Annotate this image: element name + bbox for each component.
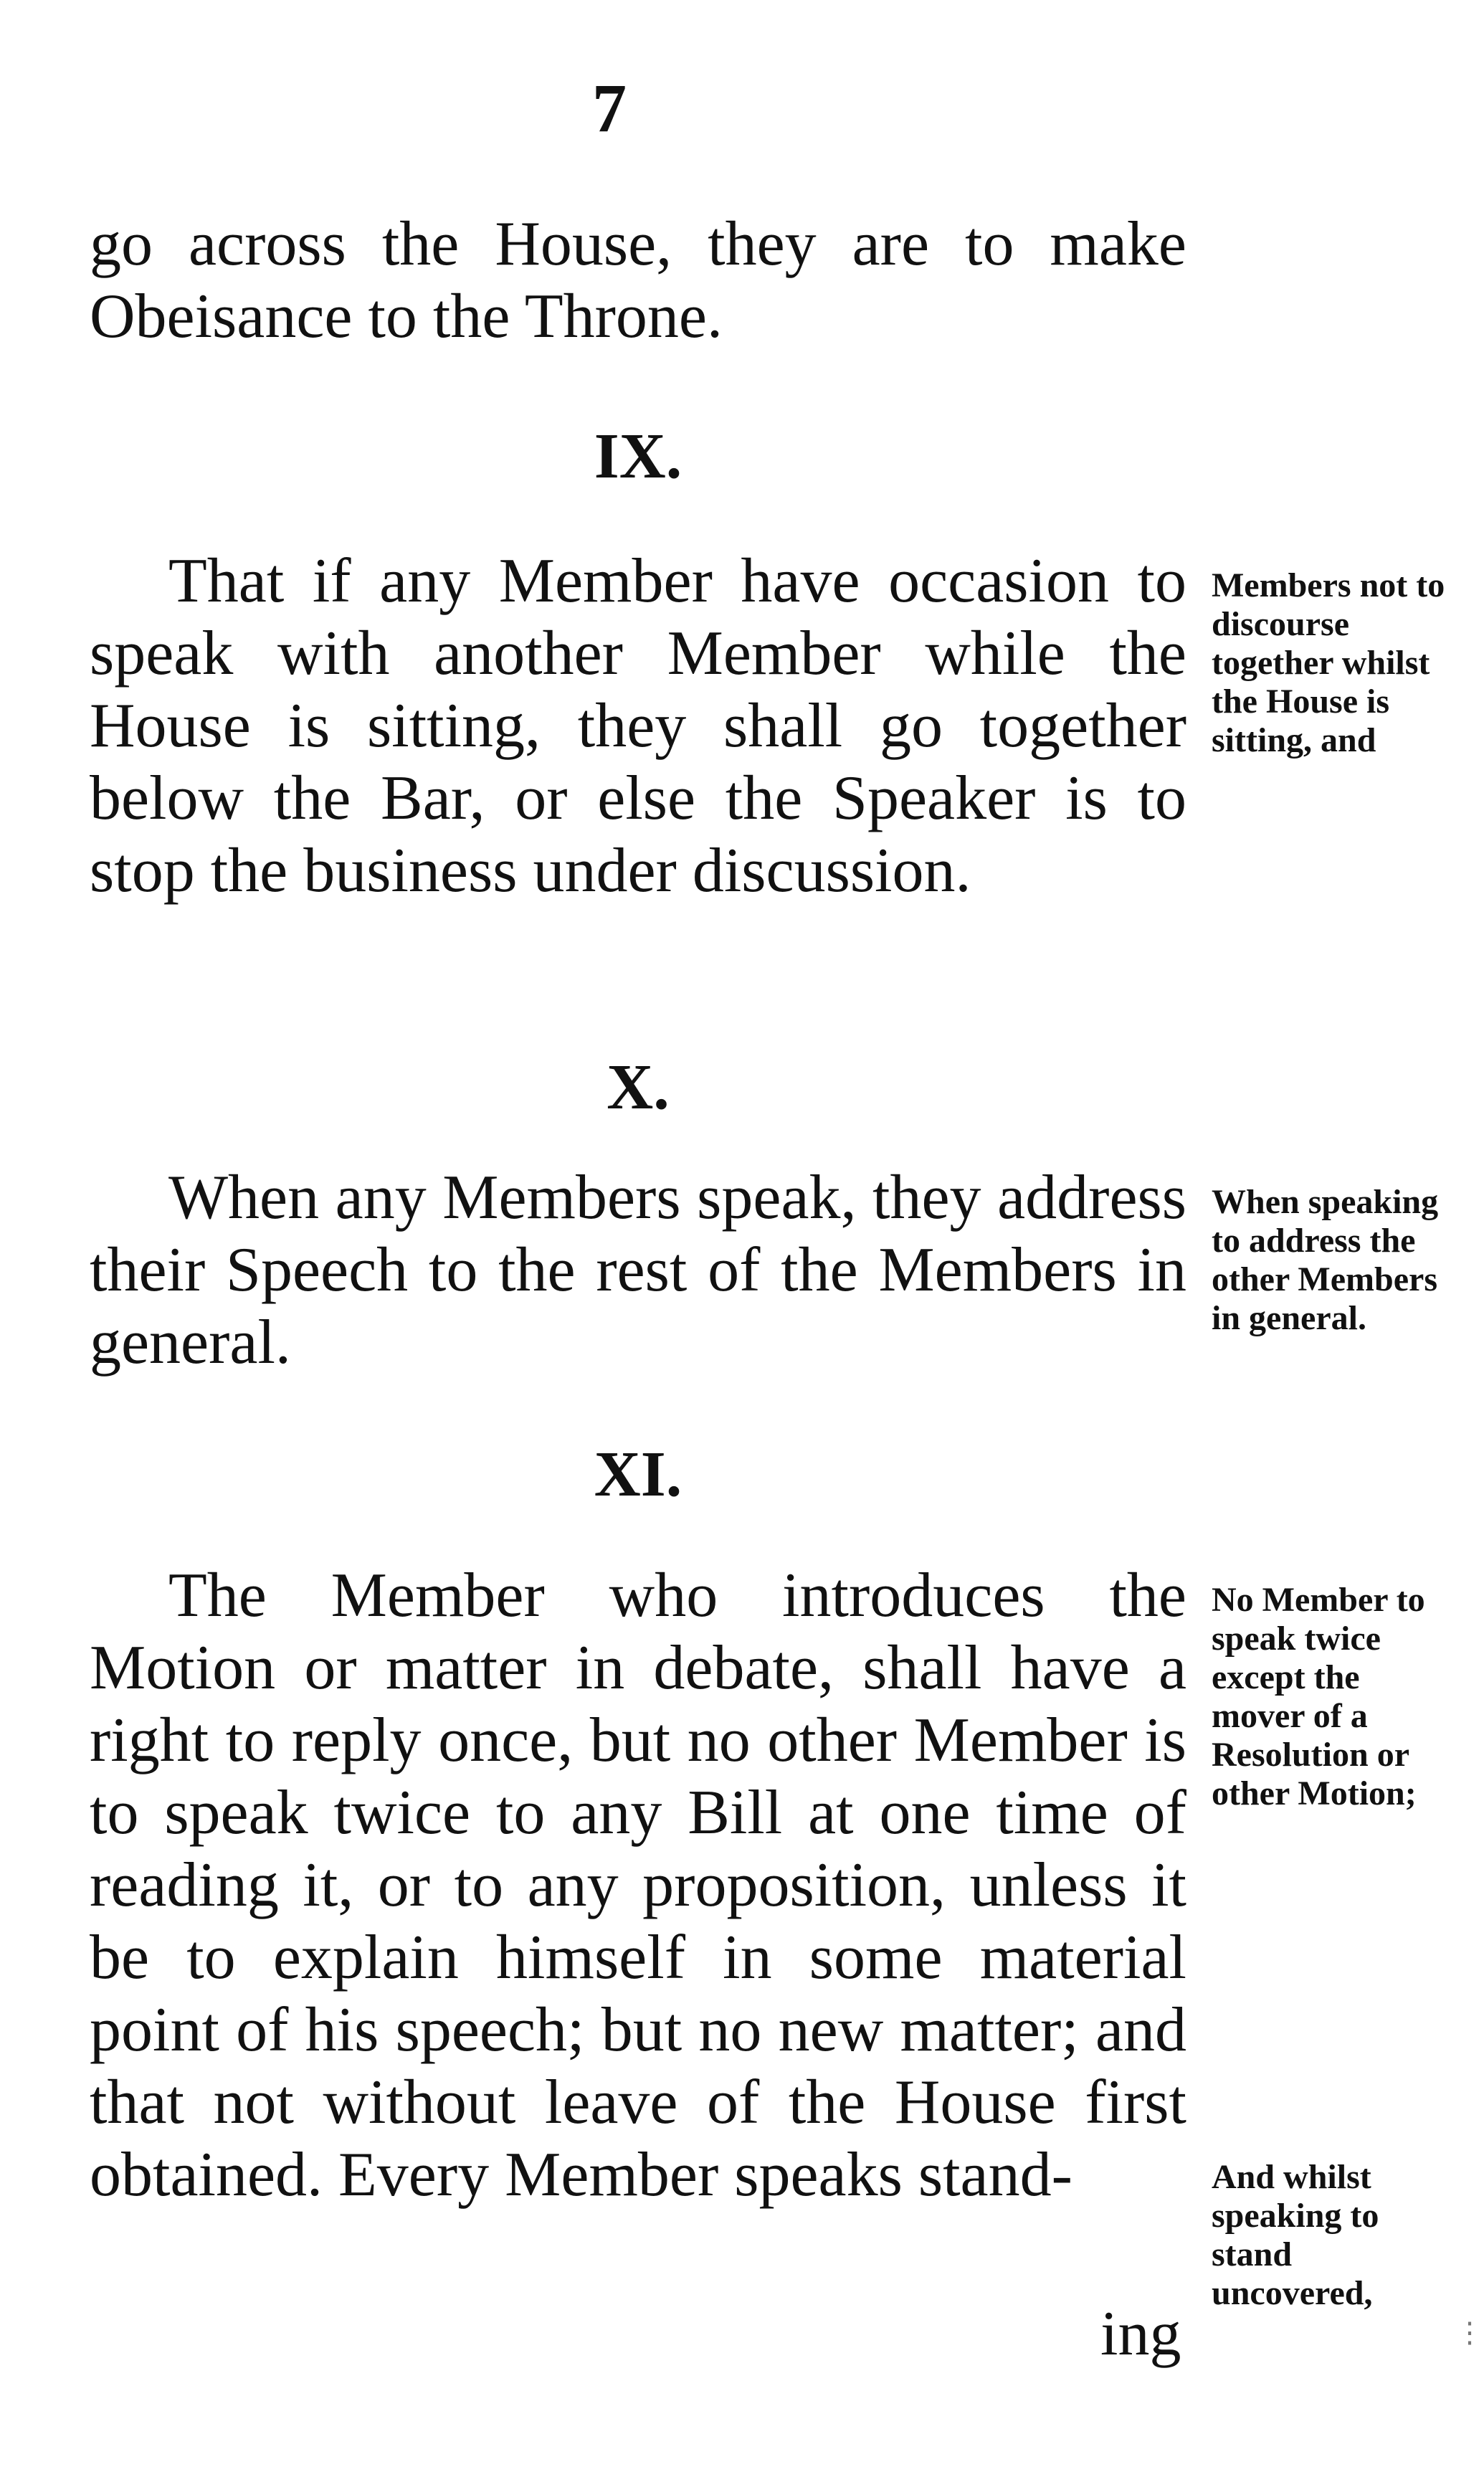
continuation-word: ing (1100, 2299, 1181, 2369)
page-edge-mark: ⋮ (1455, 2316, 1484, 2349)
page-number: 7 (592, 70, 627, 146)
section-xi (90, 1559, 1186, 2211)
section-heading-x: X. (607, 1052, 670, 1123)
section-ix-text: That if any Member have occasion to speak with another Member while the House is sitting, they shall go together below the Bar, or else the Speaker is to stop the business under discussion. (90, 546, 1186, 905)
section-x (90, 1161, 1186, 1379)
section-heading-xi: XI. (594, 1439, 682, 1510)
paragraph-text: go across the House, they are to make Obeisance to the Throne. (90, 209, 1186, 351)
margin-note-xi-standing: And whilst speaking to stand uncovered, (1212, 2158, 1379, 2312)
section-heading-ix: IX. (594, 421, 682, 492)
margin-note-ix: Members not to discourse together whilst the House is sitting, and (1212, 566, 1445, 759)
section-x-text: When any Members speak, they address their Speech to the rest of the Members in general. (90, 1163, 1186, 1377)
paragraph-continuation (90, 208, 1186, 353)
section-xi-text: The Member who introduces the Motion or matter in debate, shall have a right to reply once, but no other Member is to speak twice to any Bill at one time of reading it, or to any proposition, unless it be to explain himself in some material point of his speech; but no new matter; and that not without leave of the House first obtained. Every Member speaks stand- (90, 1561, 1186, 2210)
margin-note-x: When speaking to address the other Members in general. (1212, 1183, 1439, 1337)
section-ix (90, 545, 1186, 907)
margin-note-xi: No Member to speak twice except the mover of a Resolution or other Motion; (1212, 1581, 1425, 1812)
